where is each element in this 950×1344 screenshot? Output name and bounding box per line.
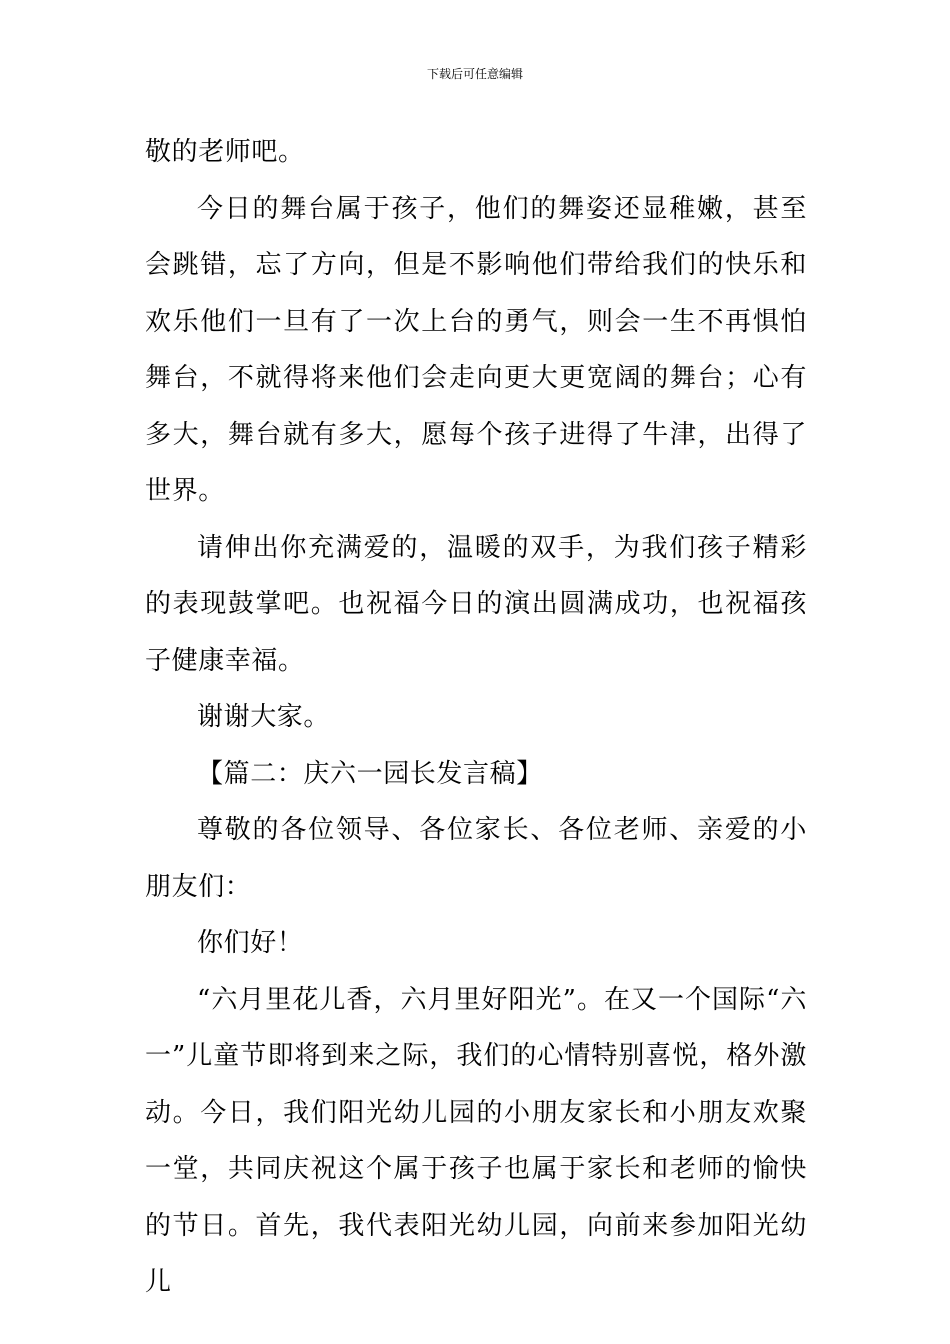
paragraph-8: “六月里花儿香，六月里好阳光”。在又一个国际“六一”儿童节即将到来之际，我们的心情特别喜悦，格外激动。今日，我们阳光幼儿园的小朋友家长和小朋友欢聚一堂，共同庆祝这个属于孩子也属于家长和老师的愉快的节日。首先，我代表阳光幼儿园，向前来参加阳光幼儿	[145, 984, 807, 1297]
page-header: 下载后可任意编辑	[426, 67, 523, 81]
salutation: 尊敬的各位领导、各位家长、各位老师、亲爱的小朋友们：	[145, 815, 807, 902]
paragraph-4: 谢谢大家。	[197, 702, 331, 732]
paragraph-2: 今日的舞台属于孩子，他们的舞姿还显稚嫩，甚至会跳错，忘了方向，但是不影响他们带给我们的快乐和欢乐他们一旦有了一次上台的勇气，则会一生不再惧怕舞台，不就得将来他们会走向更大更宽阔的舞台；心有多大，舞台就有多大，愿每个孩子进得了牛津，出得了世界。	[145, 193, 807, 506]
document-body	[145, 124, 807, 1311]
paragraph-1: 敬的老师吧。	[145, 137, 305, 167]
section-heading: 【篇二：庆六一园长发言稿】	[197, 758, 543, 789]
greeting: 你们好！	[197, 928, 304, 958]
paragraph-3: 请伸出你充满爱的，温暖的双手，为我们孩子精彩的表现鼓掌吧。也祝福今日的演出圆满成功，也祝福孩子健康幸福。	[145, 532, 807, 676]
